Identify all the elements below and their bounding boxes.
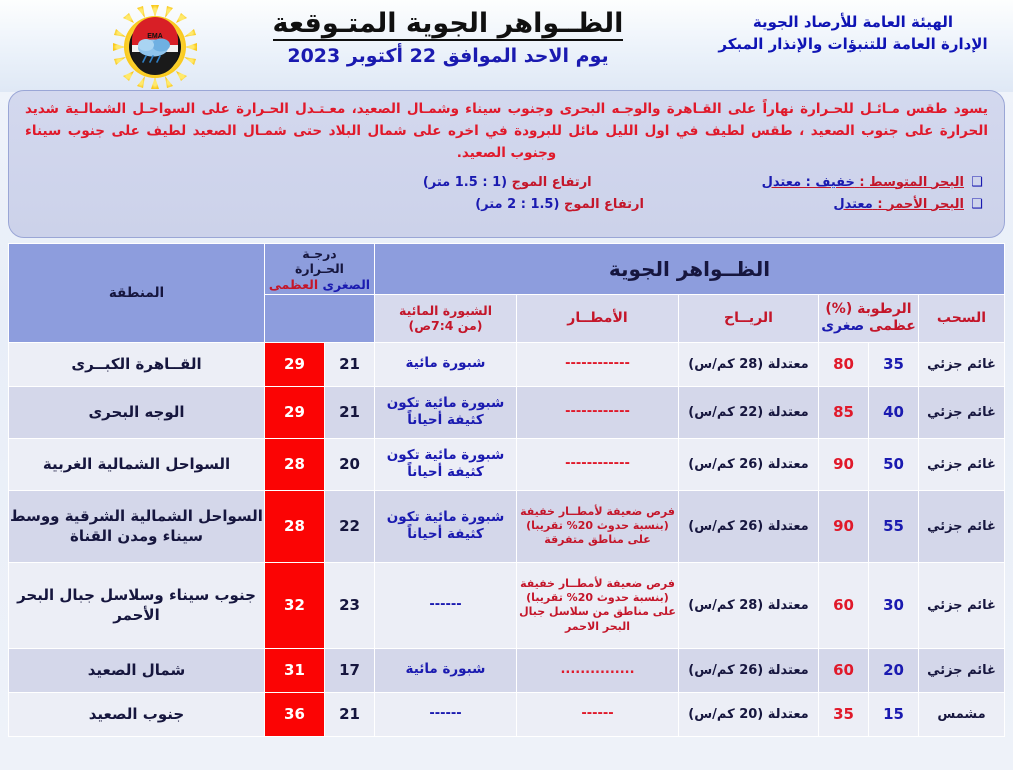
cell-fog: ------ [375, 562, 517, 648]
page-header [0, 0, 1013, 92]
cell-cloud: غائم جزئي [919, 342, 1005, 386]
cell-temp-max: 29 [264, 386, 324, 438]
organization-block [703, 12, 1003, 56]
group-header-temperature [264, 244, 374, 295]
cell-wind: معتدلة (26 كم/س) [679, 648, 819, 692]
cell-humidity-max: 85 [819, 386, 869, 438]
cell-wind: معتدلة (22 كم/س) [679, 386, 819, 438]
cell-wind: معتدلة (26 كم/س) [679, 490, 819, 562]
fog-header-line1: الشبورة المائية [399, 302, 492, 318]
table-row [9, 648, 1005, 692]
fog-header-line2: (من 7:4ص) [408, 318, 483, 334]
forecast-summary-text: يسود طقس مـائـل للحـرارة نهاراً على القـاهرة والوجـه البحرى وجنوب سيناء وشمـال الصعيد، معـتـدل الحـرارة على السواحـل الشمالـية شديد الحرارة على جنوب الصعيد ، طقس لطيف في اول الليل مائل للبرودة في اخره على شمال البلاد حتى شمـال الصعيد لطيف على جنوب سيناء وجنوب الصعيد. [25, 101, 988, 161]
sea-conditions-list [25, 175, 988, 212]
forecast-summary-box [8, 90, 1005, 238]
cell-wind: معتدلة (28 كم/س) [679, 562, 819, 648]
table-row [9, 386, 1005, 438]
cell-humidity-min: 15 [869, 692, 919, 736]
org-line-1: الهيئة العامة للأرصاد الجوية [752, 13, 954, 31]
cell-region: القــاهرة الكبــرى [9, 342, 265, 386]
table-row [9, 342, 1005, 386]
cell-wind: معتدلة (20 كم/س) [679, 692, 819, 736]
square-bullet-icon: ❑ [971, 196, 983, 212]
sea-label-redsea: البحر الأحمر : [877, 196, 964, 212]
column-header-fog [375, 294, 517, 342]
cell-temp-min: 23 [325, 562, 375, 648]
cell-temp-max: 36 [264, 692, 324, 736]
logo-text: EMA [147, 33, 163, 40]
cell-humidity-max: 35 [819, 692, 869, 736]
sea-value-redsea: معتدل [833, 196, 873, 212]
cell-temp-max: 28 [264, 438, 324, 490]
cell-region: شمال الصعيد [9, 648, 265, 692]
cell-fog: شبورة مائية تكون كثيفة أحياناً [375, 490, 517, 562]
cell-humidity-max: 60 [819, 562, 869, 648]
column-header-region: المنطقة [9, 244, 265, 343]
page-title: الظــواهر الجوية المتـوقعة [273, 10, 624, 41]
cell-fog: شبورة مائية [375, 648, 517, 692]
wave-height-label-mediterranean: ارتفاع الموج [511, 174, 592, 190]
cell-wind: معتدلة (28 كم/س) [679, 342, 819, 386]
cell-fog: ------ [375, 692, 517, 736]
cell-humidity-max: 60 [819, 648, 869, 692]
cell-humidity-min: 35 [869, 342, 919, 386]
cell-temp-max: 29 [264, 342, 324, 386]
forecast-table-wrapper [8, 243, 1005, 737]
cell-rain: ------------ [517, 386, 679, 438]
humidity-title: الرطوبة (%) [825, 301, 912, 318]
cell-wind: معتدلة (26 كم/س) [679, 438, 819, 490]
cell-temp-min: 22 [325, 490, 375, 562]
cell-cloud: مشمس [919, 692, 1005, 736]
wave-height-value-redsea: (1.5 : 2 متر) [475, 196, 560, 212]
temperature-subheader-spacer [264, 294, 374, 342]
table-row [9, 562, 1005, 648]
cell-cloud: غائم جزئي [919, 438, 1005, 490]
sea-label-mediterranean: البحر المتوسط : [859, 174, 964, 190]
cell-humidity-max: 90 [819, 490, 869, 562]
cell-region: جنوب الصعيد [9, 692, 265, 736]
cell-fog: شبورة مائية تكون كثيفة أحياناً [375, 438, 517, 490]
cell-rain: فرص ضعيفة لأمطــار خفيفة (بنسبة حدوث 20% تقريبا) على مناطق متفرقة [517, 490, 679, 562]
cell-humidity-min: 55 [869, 490, 919, 562]
sea-value-mediterranean: خفيف : معتدل [761, 174, 855, 190]
table-row [9, 490, 1005, 562]
cell-humidity-min: 40 [869, 386, 919, 438]
cell-temp-min: 17 [325, 648, 375, 692]
temp-header-min: الصغرى [322, 276, 371, 292]
cell-temp-min: 21 [325, 386, 375, 438]
cell-rain: فرص ضعيفة لأمطــار خفيفة (بنسبة حدوث 20% تقريبا) على مناطق من سلاسل جبال البحر الاحمر [517, 562, 679, 648]
cell-temp-min: 21 [325, 692, 375, 736]
column-header-wind: الريــاح [679, 294, 819, 342]
column-header-rain: الأمطــار [517, 294, 679, 342]
wave-height-label-redsea: ارتفاع الموج [563, 196, 644, 212]
cell-region: السواحل الشمالية الشرقية ووسط سيناء ومدن القناة [9, 490, 265, 562]
temp-header-max: العظمى [268, 276, 319, 292]
cell-temp-max: 32 [264, 562, 324, 648]
cell-cloud: غائم جزئي [919, 386, 1005, 438]
org-line-2: الإدارة العامة للتنبؤات والإنذار المبكر [718, 34, 988, 53]
table-group-header-row [9, 244, 1005, 295]
cell-temp-min: 21 [325, 342, 375, 386]
cell-cloud: غائم جزئي [919, 562, 1005, 648]
cell-humidity-max: 90 [819, 438, 869, 490]
temp-header-line2: الحـرارة [295, 261, 344, 277]
table-row [9, 438, 1005, 490]
cell-humidity-min: 20 [869, 648, 919, 692]
cell-rain: ------------ [517, 438, 679, 490]
wave-height-value-mediterranean: (1 : 1.5 متر) [422, 174, 508, 190]
square-bullet-icon: ❑ [971, 174, 983, 190]
cell-cloud: غائم جزئي [919, 490, 1005, 562]
weather-forecast-table [8, 243, 1005, 737]
cell-fog: شبورة مائية [375, 342, 517, 386]
cell-region: السواحل الشمالية الغربية [9, 438, 265, 490]
title-block [213, 10, 683, 67]
cell-rain: ------------ [517, 342, 679, 386]
temp-header-line1: درجـة [302, 246, 337, 261]
cell-rain: ------ [517, 692, 679, 736]
page-subtitle-date: يوم الاحد الموافق 22 أكتوبر 2023 [287, 45, 609, 68]
group-header-weather-phenomena: الظــواهر الجوية [375, 244, 1005, 295]
column-header-cloud: السحب [919, 294, 1005, 342]
humidity-min-label: صغرى [821, 318, 865, 335]
cell-rain: ............... [517, 648, 679, 692]
ema-logo [105, 4, 205, 90]
cell-temp-min: 20 [325, 438, 375, 490]
sea-condition-row [25, 197, 988, 212]
cell-region: جنوب سيناء وسلاسل جبال البحر الأحمر [9, 562, 265, 648]
table-row [9, 692, 1005, 736]
cell-cloud: غائم جزئي [919, 648, 1005, 692]
cell-temp-max: 31 [264, 648, 324, 692]
humidity-max-label: عظمى [869, 318, 916, 335]
sea-condition-row [25, 175, 988, 190]
cell-humidity-max: 80 [819, 342, 869, 386]
cell-humidity-min: 30 [869, 562, 919, 648]
cell-temp-max: 28 [264, 490, 324, 562]
cell-region: الوجه البحرى [9, 386, 265, 438]
cell-humidity-min: 50 [869, 438, 919, 490]
column-header-humidity [819, 294, 919, 342]
cell-fog: شبورة مائية تكون كثيفة أحياناً [375, 386, 517, 438]
